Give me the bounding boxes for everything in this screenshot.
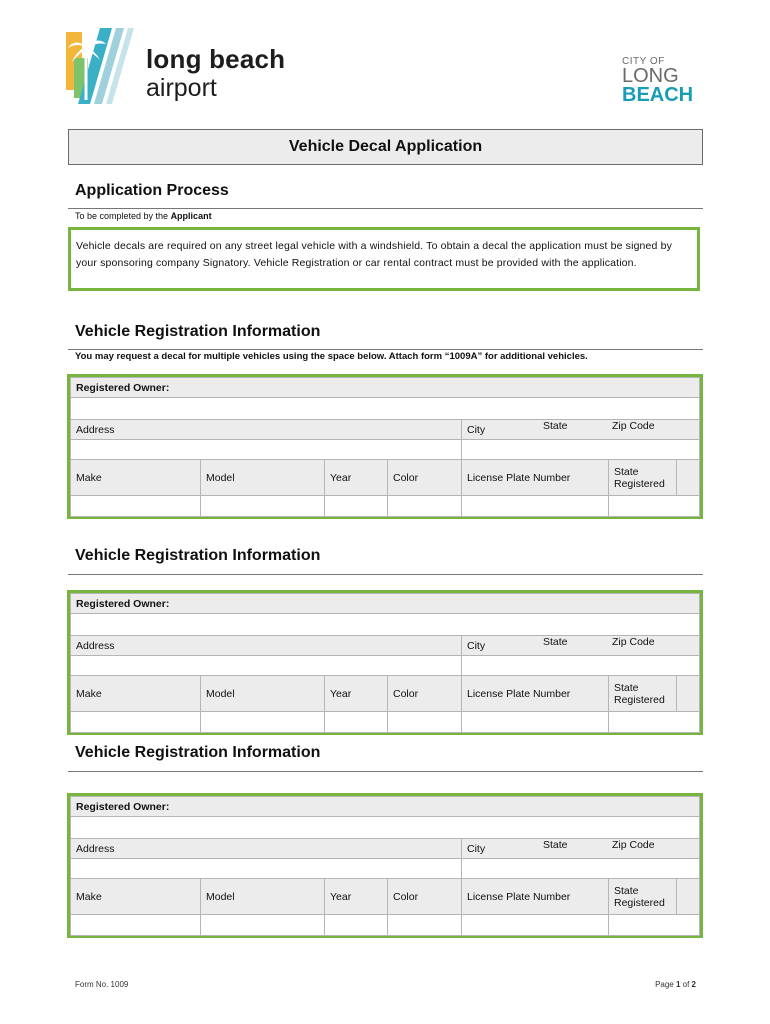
vehicle-registration-heading-3: Vehicle Registration Information (75, 744, 321, 761)
license-plate-label: License Plate Number (462, 879, 609, 915)
vehicle-form-1 (67, 374, 703, 519)
year-label: Year (325, 879, 388, 915)
address-input[interactable] (71, 661, 461, 672)
divider (68, 349, 703, 350)
city-long-text: LONG (622, 65, 679, 87)
model-label: Model (201, 676, 325, 712)
address-label: Address (71, 636, 462, 656)
vehicle-registration-heading-2: Vehicle Registration Information (75, 547, 321, 564)
address-label: Address (71, 839, 462, 859)
address-label: Address (71, 420, 462, 440)
make-input[interactable] (71, 920, 200, 931)
registered-owner-label: Registered Owner: (71, 378, 700, 398)
license-plate-label: License Plate Number (462, 460, 609, 496)
state-registered-label: State Registered (609, 676, 677, 712)
vehicle-form-3 (67, 793, 703, 938)
year-label: Year (325, 460, 388, 496)
registered-owner-input[interactable] (71, 823, 699, 834)
city-of-long-beach-logo (622, 56, 694, 105)
year-input[interactable] (325, 717, 387, 728)
city-label: City (462, 636, 700, 656)
application-process-heading: Application Process (75, 182, 229, 199)
application-description: Vehicle decals are required on any street legal vehicle with a windshield. To obtain a decal the application must be signed by your sponsoring company Signatory. Vehicle Registration or car rental contract must be provided with the application. (68, 227, 700, 291)
city-input[interactable] (462, 864, 699, 875)
color-input[interactable] (388, 920, 461, 931)
model-input[interactable] (201, 717, 324, 728)
completed-by-note (75, 211, 212, 221)
zip-code-label: Zip Code (612, 636, 655, 648)
state-registered-label: State Registered (609, 879, 677, 915)
form-number: Form No. 1009 (75, 980, 129, 989)
color-input[interactable] (388, 501, 461, 512)
color-input[interactable] (388, 717, 461, 728)
year-input[interactable] (325, 501, 387, 512)
vehicle-form-2 (67, 590, 703, 735)
make-label: Make (71, 879, 201, 915)
city-label: City (462, 839, 700, 859)
registered-owner-label: Registered Owner: (71, 797, 700, 817)
divider (68, 574, 703, 575)
state-registered-input[interactable] (609, 717, 699, 728)
state-label: State (543, 839, 568, 851)
state-registered-label: State Registered (609, 460, 677, 496)
city-input[interactable] (462, 445, 699, 456)
model-label: Model (201, 879, 325, 915)
divider (68, 208, 703, 209)
zip-code-label: Zip Code (612, 839, 655, 851)
vehicle-registration-heading-1: Vehicle Registration Information (75, 323, 321, 340)
make-label: Make (71, 676, 201, 712)
license-plate-input[interactable] (462, 920, 608, 931)
state-label: State (543, 420, 568, 432)
model-label: Model (201, 460, 325, 496)
license-plate-input[interactable] (462, 501, 608, 512)
make-input[interactable] (71, 717, 200, 728)
logo-text-long-beach: long beach (146, 44, 286, 74)
color-label: Color (388, 879, 462, 915)
city-input[interactable] (462, 661, 699, 672)
logo-text-airport: airport (146, 74, 217, 102)
model-input[interactable] (201, 920, 324, 931)
city-label: City (462, 420, 700, 440)
zip-code-label: Zip Code (612, 420, 655, 432)
city-beach-text: BEACH (622, 84, 694, 106)
page-title: Vehicle Decal Application (68, 129, 703, 165)
multiple-vehicles-note: You may request a decal for multiple vehicles using the space below. Attach form “1009A” for additional vehicles. (75, 351, 588, 362)
model-input[interactable] (201, 501, 324, 512)
license-plate-label: License Plate Number (462, 676, 609, 712)
state-registered-input[interactable] (609, 501, 699, 512)
address-input[interactable] (71, 864, 461, 875)
note-prefix: To be completed by the (75, 211, 171, 221)
color-label: Color (388, 460, 462, 496)
license-plate-input[interactable] (462, 717, 608, 728)
city-of-text: CITY OF (622, 56, 665, 67)
color-label: Color (388, 676, 462, 712)
page-number: Page 1 of 2 (655, 980, 696, 989)
make-label: Make (71, 460, 201, 496)
registered-owner-label: Registered Owner: (71, 594, 700, 614)
state-registered-input[interactable] (609, 920, 699, 931)
registered-owner-input[interactable] (71, 404, 699, 415)
note-applicant: Applicant (170, 211, 212, 221)
airport-logo-mark (66, 28, 146, 104)
year-input[interactable] (325, 920, 387, 931)
registered-owner-input[interactable] (71, 620, 699, 631)
make-input[interactable] (71, 501, 200, 512)
address-input[interactable] (71, 445, 461, 456)
year-label: Year (325, 676, 388, 712)
divider (68, 771, 703, 772)
state-label: State (543, 636, 568, 648)
